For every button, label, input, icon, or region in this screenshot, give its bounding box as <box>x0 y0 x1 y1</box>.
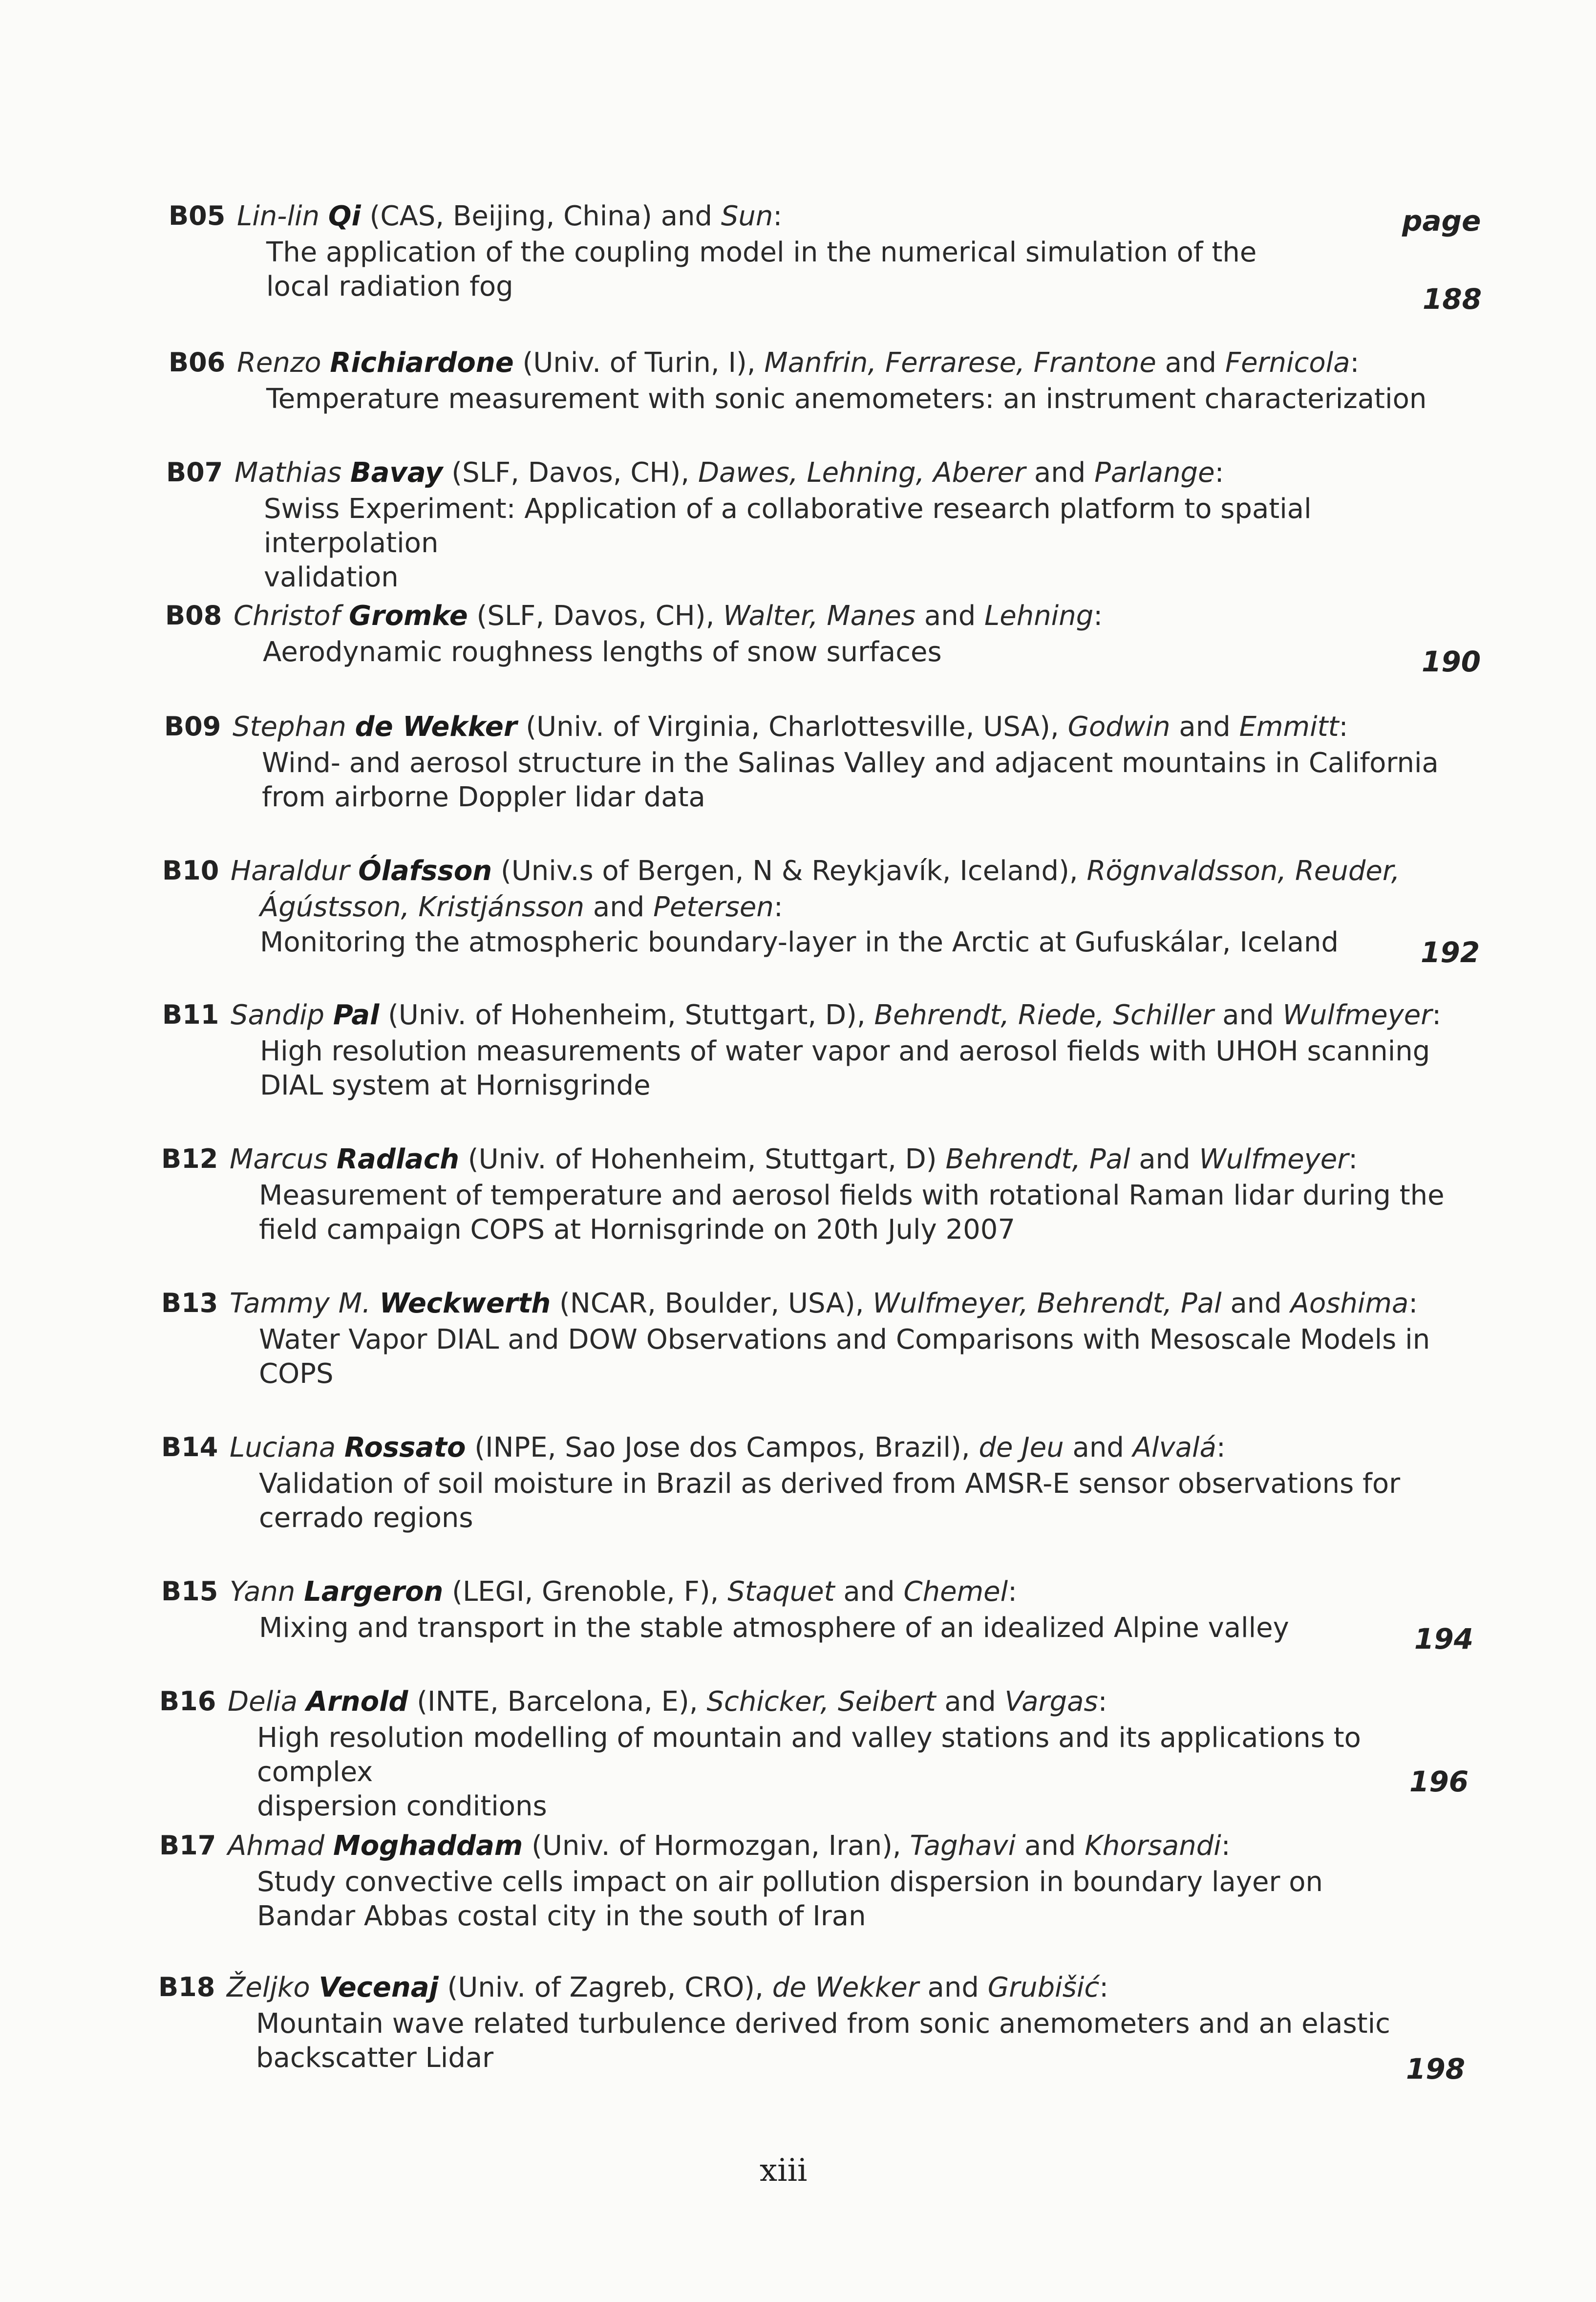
author-separator: : <box>1093 600 1103 632</box>
entry-code: B18 <box>158 1972 215 2002</box>
coauthor-name: Sun <box>721 200 773 232</box>
author-first-name: Tammy M. <box>230 1288 371 1319</box>
coauthor-name: Wulfmeyer <box>1199 1143 1349 1175</box>
entry-authors <box>234 457 1224 489</box>
author-affiliation: (INPE, Sao Jose dos Campos, Brazil), <box>466 1432 979 1463</box>
entry-page-number: 192 <box>1421 936 1480 969</box>
entry-title-text: High resolution modelling of mountain and valley stations and its applications to complex dispersion conditions <box>257 1722 1361 1822</box>
author-last-name: Weckwerth <box>379 1288 551 1319</box>
author-separator: : <box>1339 711 1348 743</box>
coauthor-name: Khorsandi <box>1085 1830 1221 1862</box>
entry-title <box>259 1179 1445 1247</box>
entry-code: B05 <box>169 200 226 231</box>
entry-authors <box>233 711 1348 743</box>
entry-title-text: Mixing and transport in the stable atmosphere of an idealized Alpine valley <box>259 1612 1289 1644</box>
author-last-name: Vecenaj <box>319 1972 439 2003</box>
coauthor-name: Staquet <box>727 1576 835 1608</box>
coauthor-name: Wulfmeyer <box>1282 999 1432 1031</box>
entry-code: B16 <box>159 1686 216 1717</box>
entry-code: B09 <box>164 711 221 742</box>
entry-title-text: Temperature measurement with sonic anemometers: an instrument characterization <box>266 383 1427 415</box>
coauthor-name: de Wekker <box>772 1972 919 2003</box>
author-separator: : <box>773 891 783 923</box>
entry-title <box>257 1721 1469 1824</box>
entry-title <box>256 2007 1390 2075</box>
entry-title-text: Monitoring the atmospheric boundary-layer in the Arctic at Gufuskálar, Iceland <box>260 926 1339 958</box>
entry-title-text: Aerodynamic roughness lengths of snow surfaces <box>263 636 942 668</box>
entry-title <box>259 1323 1430 1391</box>
author-separator: and <box>584 891 654 923</box>
entry-page-number: 194 <box>1414 1622 1474 1656</box>
author-separator: and <box>918 1972 988 2003</box>
coauthor-name: Grubišić <box>987 1972 1100 2003</box>
entry-title-text: High resolution measurements of water vapor and aerosol fields with UHOH scanning DIAL system at Hornisgrinde <box>260 1035 1430 1101</box>
entry-title-text: Wind- and aerosol structure in the Salinas Valley and adjacent mountains in California from airborne Doppler lidar data <box>262 747 1439 813</box>
author-separator: and <box>1213 999 1283 1031</box>
author-separator: : <box>1099 1972 1109 2003</box>
entry-title-text: Water Vapor DIAL and DOW Observations and Comparisons with Mesoscale Models in COPS <box>259 1324 1430 1390</box>
entry-authors <box>228 1686 1107 1718</box>
coauthor-name: Walter, Manes <box>723 600 916 632</box>
entry-title-text: Measurement of temperature and aerosol fields with rotational Raman lidar during the field campaign COPS at Hornisgrinde on 20th July 2007 <box>259 1180 1445 1246</box>
coauthor-name: Alvalá <box>1132 1432 1216 1463</box>
author-separator: and <box>1130 1143 1199 1175</box>
entry-authors <box>230 1288 1418 1319</box>
entry-authors <box>228 1830 1231 1862</box>
author-separator: : <box>1350 347 1360 379</box>
author-first-name: Yann <box>230 1576 296 1608</box>
entry-page-number: 190 <box>1422 645 1481 678</box>
coauthor-name: Fernicola <box>1225 347 1350 379</box>
author-separator: and <box>1156 347 1225 379</box>
entry-code: B15 <box>161 1576 218 1607</box>
page-column-header: page <box>1402 204 1481 237</box>
author-first-name: Stephan <box>233 711 346 743</box>
entry-code: B10 <box>162 855 219 886</box>
entry-title-text: Validation of soil moisture in Brazil as derived from AMSR-E sensor observations for cerrado regions <box>259 1468 1401 1534</box>
author-first-name: Ahmad <box>228 1830 325 1862</box>
author-separator: and <box>1025 457 1095 489</box>
entry-title-text: Swiss Experiment: Application of a collaborative research platform to spatial interpolation validation <box>264 493 1312 593</box>
entry-title <box>266 236 1256 304</box>
coauthor-name: Lehning <box>984 600 1094 632</box>
entry-code: B06 <box>169 347 226 378</box>
coauthor-name: Manfrin, Ferrarese, Frantone <box>764 347 1156 379</box>
entry-authors <box>230 1143 1358 1175</box>
coauthor-name: Petersen <box>653 891 774 923</box>
entry-title <box>259 1467 1400 1535</box>
author-first-name: Haraldur <box>231 855 350 887</box>
coauthor-name: Dawes, Lehning, Aberer <box>698 457 1026 489</box>
coauthor-name: Aoshima <box>1290 1288 1409 1319</box>
entry-code: B07 <box>166 457 223 488</box>
author-affiliation: (Univ. of Zagreb, CRO), <box>438 1972 772 2003</box>
author-last-name: Richiardone <box>330 347 514 379</box>
entry-title-text: The application of the coupling model in the numerical simulation of the local radiation fog <box>266 237 1257 302</box>
entry-authors <box>230 1432 1226 1463</box>
author-first-name: Sandip <box>231 999 325 1031</box>
coauthor-name: Vargas <box>1004 1686 1098 1718</box>
author-last-name: Pal <box>333 999 380 1031</box>
coauthor-name: Chemel <box>903 1576 1008 1608</box>
page-number-footer: xiii <box>760 2152 808 2189</box>
entry-authors <box>231 999 1441 1031</box>
author-separator: : <box>1408 1288 1418 1319</box>
coauthor-name: Taghavi <box>910 1830 1016 1862</box>
entry-page-number: 196 <box>1409 1765 1469 1798</box>
author-affiliation: (Univ. of Virginia, Charlottesville, USA), <box>517 711 1068 743</box>
author-last-name: Bavay <box>350 457 443 489</box>
author-separator: and <box>834 1576 904 1608</box>
coauthor-name: Parlange <box>1094 457 1215 489</box>
coauthor-name: de Jeu <box>979 1432 1064 1463</box>
author-last-name: Ólafsson <box>358 855 492 887</box>
entry-page-number: 188 <box>1423 282 1482 316</box>
coauthor-name: Schicker, Seibert <box>706 1686 936 1718</box>
author-last-name: Largeron <box>304 1576 444 1608</box>
author-affiliation: (Univ. of Turin, I), <box>513 347 765 379</box>
author-separator: and <box>1064 1432 1133 1463</box>
coauthor-name: Rögnvaldsson, Reuder, <box>1086 855 1400 887</box>
entry-code: B12 <box>161 1143 218 1174</box>
author-first-name: Renzo <box>237 347 321 379</box>
author-first-name: Delia <box>228 1686 298 1718</box>
author-last-name: Arnold <box>306 1686 408 1718</box>
entry-title <box>260 1034 1430 1103</box>
author-last-name: de Wekker <box>355 711 517 743</box>
author-affiliation: (Univ. of Hormozgan, Iran), <box>523 1830 910 1862</box>
author-first-name: Christof <box>234 600 340 632</box>
author-affiliation: (LEGI, Grenoble, F), <box>443 1576 728 1608</box>
author-first-name: Luciana <box>230 1432 336 1463</box>
author-affiliation: (NCAR, Boulder, USA), <box>551 1288 873 1319</box>
entry-code: B11 <box>162 999 219 1030</box>
coauthor-name: Behrendt, Pal <box>945 1143 1130 1175</box>
entry-title-text: Study convective cells impact on air pollution dispersion in boundary layer on Bandar Abbas costal city in the south of Iran <box>257 1866 1323 1932</box>
entry-title <box>264 492 1466 595</box>
entry-code: B13 <box>161 1288 218 1318</box>
author-separator: : <box>1432 999 1442 1031</box>
author-separator: : <box>773 200 783 232</box>
coauthor-name: Wulfmeyer, Behrendt, Pal <box>872 1288 1222 1319</box>
author-first-name: Mathias <box>234 457 342 489</box>
author-last-name: Gromke <box>349 600 468 632</box>
author-separator: and <box>1170 711 1239 743</box>
entry-title <box>266 382 1426 416</box>
author-affiliation: (Univ. of Hohenheim, Stuttgart, D) <box>459 1143 946 1175</box>
author-affiliation: (SLF, Davos, CH), <box>468 600 724 632</box>
author-affiliation: (CAS, Beijing, China) and <box>361 200 721 232</box>
entry-title <box>260 925 1339 960</box>
coauthor-name: Godwin <box>1067 711 1170 743</box>
entry-title <box>259 1611 1289 1645</box>
entry-authors <box>230 1576 1017 1608</box>
coauthor-name: Emmitt <box>1239 711 1339 743</box>
entry-authors <box>234 600 1103 632</box>
author-separator: : <box>1348 1143 1358 1175</box>
entry-page-number: 198 <box>1406 2052 1466 2086</box>
author-affiliation: (INTE, Barcelona, E), <box>408 1686 707 1718</box>
coauthor-name: Behrendt, Riede, Schiller <box>874 999 1214 1031</box>
author-last-name: Qi <box>328 200 361 232</box>
author-last-name: Radlach <box>336 1143 459 1175</box>
author-separator: : <box>1008 1576 1018 1608</box>
entry-code: B08 <box>165 600 222 631</box>
author-first-name: Željko <box>227 1972 310 2003</box>
author-last-name: Moghaddam <box>333 1830 523 1862</box>
entry-title <box>262 746 1439 815</box>
author-separator: and <box>915 600 985 632</box>
entry-authors <box>227 1972 1108 2003</box>
author-separator: and <box>936 1686 1005 1718</box>
entry-title <box>257 1865 1323 1934</box>
author-first-name: Marcus <box>230 1143 328 1175</box>
author-separator: : <box>1216 1432 1226 1463</box>
author-affiliation: (Univ. of Hohenheim, Stuttgart, D), <box>379 999 874 1031</box>
entry-code: B14 <box>161 1432 218 1463</box>
entry-authors <box>237 200 782 232</box>
author-affiliation: (Univ.s of Bergen, N & Reykjavík, Iceland), <box>492 855 1087 887</box>
author-last-name: Rossato <box>344 1432 466 1463</box>
entry-coauthors-continued <box>260 890 783 925</box>
entry-authors <box>237 347 1359 379</box>
author-separator: : <box>1214 457 1224 489</box>
author-first-name: Lin-lin <box>237 200 320 232</box>
coauthor-name: Ágústsson, Kristjánsson <box>260 891 585 923</box>
entry-title-text: Mountain wave related turbulence derived from sonic anemometers and an elastic backscatter Lidar <box>256 2008 1390 2074</box>
author-separator: and <box>1221 1288 1291 1319</box>
entry-title <box>263 635 942 669</box>
author-separator: : <box>1221 1830 1231 1862</box>
author-affiliation: (SLF, Davos, CH), <box>443 457 698 489</box>
entry-authors <box>231 855 1400 887</box>
author-separator: : <box>1098 1686 1107 1718</box>
author-separator: and <box>1016 1830 1085 1862</box>
entry-code: B17 <box>159 1830 216 1861</box>
